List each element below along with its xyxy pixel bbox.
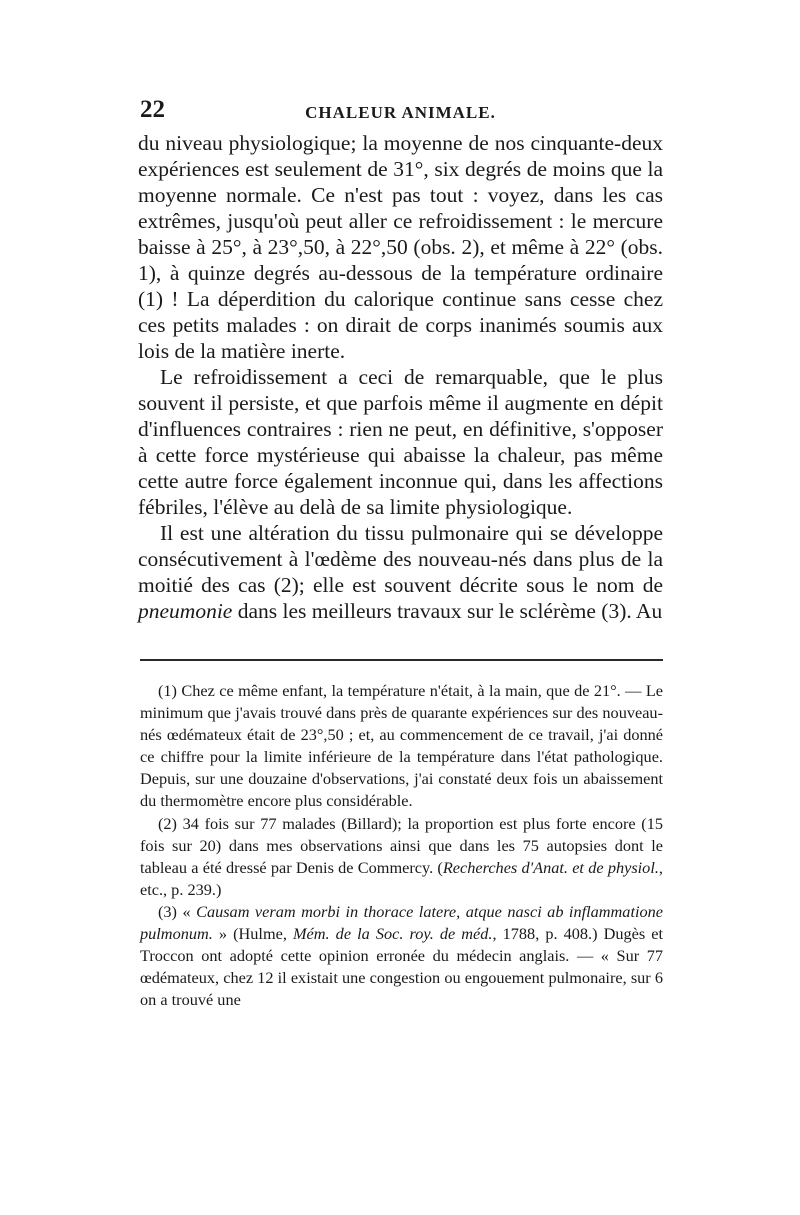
paragraph-2: Le refroidissement a ceci de remarquable, que le plus souvent il persiste, et que parfois même il augmente en dépit d'influences contraires : rien ne peut, en définitive, s'opposer à cette force mystérieuse qui abaisse la chaleur, pas même cette autre force également inconnue qui, dans les affections fébriles, l'élève au delà de sa limite physiologique. <box>138 365 663 519</box>
footnote-separator <box>140 659 663 661</box>
page-header <box>138 96 663 126</box>
paragraph-1: du niveau physiologique; la moyenne de nos cinquante-deux expériences est seulement de 31°, six degrés de moins que la moyenne normale. Ce n'est pas tout : voyez, dans les cas extrêmes, jusqu'où peut aller ce refroidissement : le mercure baisse à 25°, à 23°,50, à 22°,50 (obs. 2), et même à 22° (obs. 1), à quinze degrés au-dessous de la température ordinaire (1) ! La déperdition du calorique continue sans cesse chez ces petits malades : on dirait de corps inanimés soumis aux lois de la matière inerte. <box>138 131 663 363</box>
footnote-3-citation: Mém. de la Soc. roy. de méd. <box>292 924 493 944</box>
footnote-2-text-a: (2) 34 fois sur 77 malades (Billard); la proportion est plus forte encore (15 fois sur 20) dans mes observations ainsi que dans les 75 autopsies dont le tableau a été dressé par Denis de Commercy. ( <box>140 813 663 877</box>
main-text <box>138 130 663 624</box>
paragraph-3 <box>138 520 663 624</box>
footnote-3-text-a: (3) « <box>158 901 197 921</box>
footnotes <box>140 680 663 1011</box>
paragraph-3-text-a: Il est une altération du tissu pulmonaire qui se développe consécutivement à l'œdème des nouveau-nés dans plus de la moitié des cas (2); elle est souvent décrite sous le nom de <box>138 521 663 597</box>
footnote-3-text-b: » (Hulme, <box>212 924 293 944</box>
footnote-2-text-b: , etc., p. 239.) <box>140 857 663 899</box>
paragraph-3-italic-term: pneumonie <box>138 599 233 623</box>
footnote-3 <box>140 901 663 1011</box>
running-title: CHALEUR ANIMALE. <box>305 103 496 122</box>
footnote-2-citation: Recherches d'Anat. et de physiol. <box>442 857 659 877</box>
footnote-1: (1) Chez ce même enfant, la température n'était, à la main, que de 21°. — Le minimum que j'avais trouvé dans près de quarante expériences sur des nouveau-nés œdémateux était de 23°,50 ; et, au commencement de ce travail, j'ai donné ce chiffre pour la limite inférieure de la température dans l'état pathologique. Depuis, sur une douzaine d'observations, j'ai constaté deux fois un abaissement du thermomètre encore plus considérable. <box>140 681 663 811</box>
footnote-3-latin-quote: Causam veram morbi in thorace latere, atque nasci ab inflammatione pulmonum. <box>140 901 663 944</box>
paragraph-3-text-b: dans les meilleurs travaux sur le sclérème (3). Au <box>232 599 663 623</box>
page-number: 22 <box>140 96 165 123</box>
footnote-3-text-c: , 1788, p. 408.) Dugès et Troccon ont adopté cette opinion erronée du médecin anglais. — « Sur 77 œdémateux, chez 12 il existait une congestion ou engouement pulmonaire, sur 6 on a trouvé une <box>140 924 664 1010</box>
footnote-2 <box>140 813 663 901</box>
